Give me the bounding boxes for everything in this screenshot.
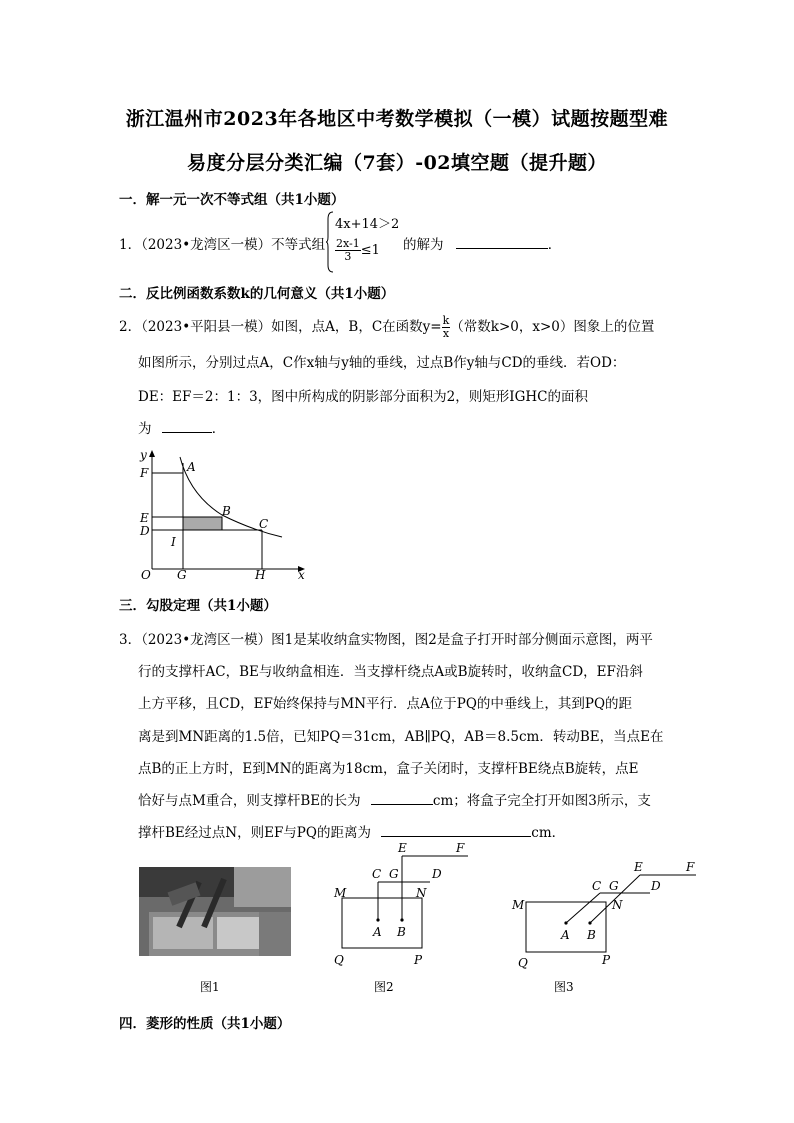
section-heading-4: 四．菱形的性质（共1小题） bbox=[119, 1016, 291, 1032]
label-C: C bbox=[259, 517, 269, 531]
shaded-rect bbox=[183, 517, 222, 530]
q3-line-7a: 撑杆BE经过点N，则EF与PQ的距离为 bbox=[138, 825, 371, 841]
fig2-label-N: N bbox=[416, 886, 427, 900]
q1-frac-den: 3 bbox=[344, 250, 352, 263]
fig2-label-C: C bbox=[372, 867, 382, 881]
q1-end: ． bbox=[547, 237, 562, 253]
point-A bbox=[564, 921, 567, 924]
label-D: D bbox=[140, 524, 150, 538]
fig3-label-M: M bbox=[512, 898, 525, 912]
box-MNPQ bbox=[342, 898, 422, 948]
fig2-label-P: P bbox=[414, 953, 423, 967]
q2-line-1b: （常数k>0，x>0）图象上的位置 bbox=[450, 319, 655, 335]
label-E: E bbox=[140, 511, 149, 525]
fig2-label-G: G bbox=[389, 867, 399, 881]
q1-relation: ≤1 bbox=[360, 243, 380, 258]
fig3-label-Q: Q bbox=[518, 956, 528, 970]
fig3-label-P: P bbox=[602, 953, 611, 967]
box-MNPQ bbox=[526, 902, 606, 952]
fig3-label-E: E bbox=[634, 860, 643, 874]
q1-frac-num: 2x-1 bbox=[336, 237, 360, 250]
q3-line-7b: cm． bbox=[531, 825, 566, 841]
q1-suffix bbox=[403, 233, 561, 253]
q2-line-2: 如图所示，分别过点A，C作x轴与y轴的垂线，过点B作y轴与CD的垂线．若OD： bbox=[138, 355, 626, 371]
label-x: x bbox=[298, 568, 305, 582]
label-O: O bbox=[141, 568, 151, 582]
q1-prefix: 1．（2023•龙湾区一模）不等式组 bbox=[119, 237, 326, 253]
fig3-label-F: F bbox=[686, 860, 695, 874]
figure-1-caption: 图1 bbox=[200, 980, 220, 994]
label-B: B bbox=[222, 504, 231, 518]
q3-line-1: 3．（2023•龙湾区一模）图1是某收纳盒实物图，图2是盒子打开时部分侧面示意图，两平 bbox=[119, 632, 653, 648]
label-A: A bbox=[187, 460, 196, 474]
section-heading-1: 一．解一元一次不等式组（共1小题） bbox=[119, 192, 345, 208]
fig3-label-G: G bbox=[609, 879, 619, 893]
label-F: F bbox=[140, 466, 149, 480]
section-heading-2: 二．反比例函数系数k的几何意义（共1小题） bbox=[119, 286, 395, 302]
label-I: I bbox=[171, 535, 176, 549]
q1-suffix-text: 的解为 bbox=[403, 237, 444, 253]
q3-line-5: 点B的正上方时，E到MN的距离为18cm，盒子关闭时，支撑杆BE绕点B旋转，点E bbox=[138, 761, 639, 777]
fig2-label-D: D bbox=[432, 867, 442, 881]
q3-line-2: 行的支撑杆AC，BE与收纳盒相连．当支撑杆绕点A或B旋转时，收纳盒CD，EF沿斜 bbox=[138, 664, 643, 680]
q3-line-6b: cm；将盒子完全打开如图3所示，支 bbox=[432, 793, 651, 809]
q3-line-6a: 恰好与点M重合，则支撑杆BE的长为 bbox=[138, 793, 361, 809]
q2-line-1a: 2．（2023•平阳县一模）如图，点A，B，C在函数y= bbox=[119, 319, 442, 335]
y-axis-arrow bbox=[149, 450, 155, 457]
point-A bbox=[376, 918, 379, 921]
fig3-label-N: N bbox=[612, 898, 623, 912]
q2-figure bbox=[132, 445, 312, 583]
fig3-label-D: D bbox=[651, 879, 661, 893]
q3-answer-blank-2[interactable] bbox=[381, 822, 531, 837]
q2-line-1 bbox=[119, 315, 654, 340]
q1-answer-blank[interactable] bbox=[456, 234, 548, 249]
q1-inequality-1: 4x+14＞2 bbox=[335, 217, 400, 232]
fig2-label-Q: Q bbox=[334, 953, 344, 967]
point-B bbox=[400, 918, 403, 921]
section-heading-3: 三．勾股定理（共1小题） bbox=[119, 598, 277, 614]
storage-box-photo bbox=[139, 867, 291, 956]
fig3-label-B: B bbox=[587, 928, 596, 942]
label-G: G bbox=[177, 568, 187, 582]
q2-frac-den: x bbox=[442, 327, 450, 340]
q3-line-3: 上方平移，且CD，EF始终保持与MN平行．点A位于PQ的中垂线上，其到PQ的距 bbox=[138, 696, 633, 712]
doc-title-line2: 易度分层分类汇编（7套）-02填空题（提升题） bbox=[186, 152, 608, 174]
fig2-label-M: M bbox=[334, 886, 347, 900]
q3-line-4: 离是到MN距离的1.5倍，已知PQ＝31cm，AB∥PQ，AB＝8.5cm．转动BE，当点E在 bbox=[138, 729, 664, 745]
q3-answer-blank-1[interactable] bbox=[371, 790, 433, 805]
fig2-label-F: F bbox=[456, 841, 465, 855]
fig2-label-A: A bbox=[373, 925, 382, 939]
doc-title-line1: 浙江温州市2023年各地区中考数学模拟（一模）试题按题型难 bbox=[125, 108, 669, 130]
figure-2 bbox=[330, 838, 480, 973]
figure-3 bbox=[508, 857, 698, 972]
q1-inequality-2 bbox=[335, 238, 380, 263]
point-B bbox=[588, 921, 591, 924]
fig2-label-B: B bbox=[397, 925, 406, 939]
q2-line-4 bbox=[138, 417, 225, 437]
label-y: y bbox=[140, 448, 147, 462]
q2-line-3: DE：EF＝2：1：3，图中所构成的阴影部分面积为2，则矩形IGHC的面积 bbox=[138, 389, 588, 405]
label-H: H bbox=[255, 568, 266, 582]
fig3-label-C: C bbox=[592, 879, 602, 893]
fig2-label-E: E bbox=[398, 841, 407, 855]
q2-line-4a: 为 bbox=[138, 421, 152, 437]
q2-frac-num: k bbox=[442, 314, 450, 327]
fig3-label-A: A bbox=[561, 928, 570, 942]
brace-icon bbox=[326, 211, 334, 273]
q3-line-6 bbox=[138, 789, 651, 809]
figure-3-caption: 图3 bbox=[554, 980, 574, 994]
q2-line-4b: ． bbox=[211, 421, 226, 437]
q2-answer-blank[interactable] bbox=[162, 418, 212, 433]
figure-2-caption: 图2 bbox=[374, 980, 394, 994]
